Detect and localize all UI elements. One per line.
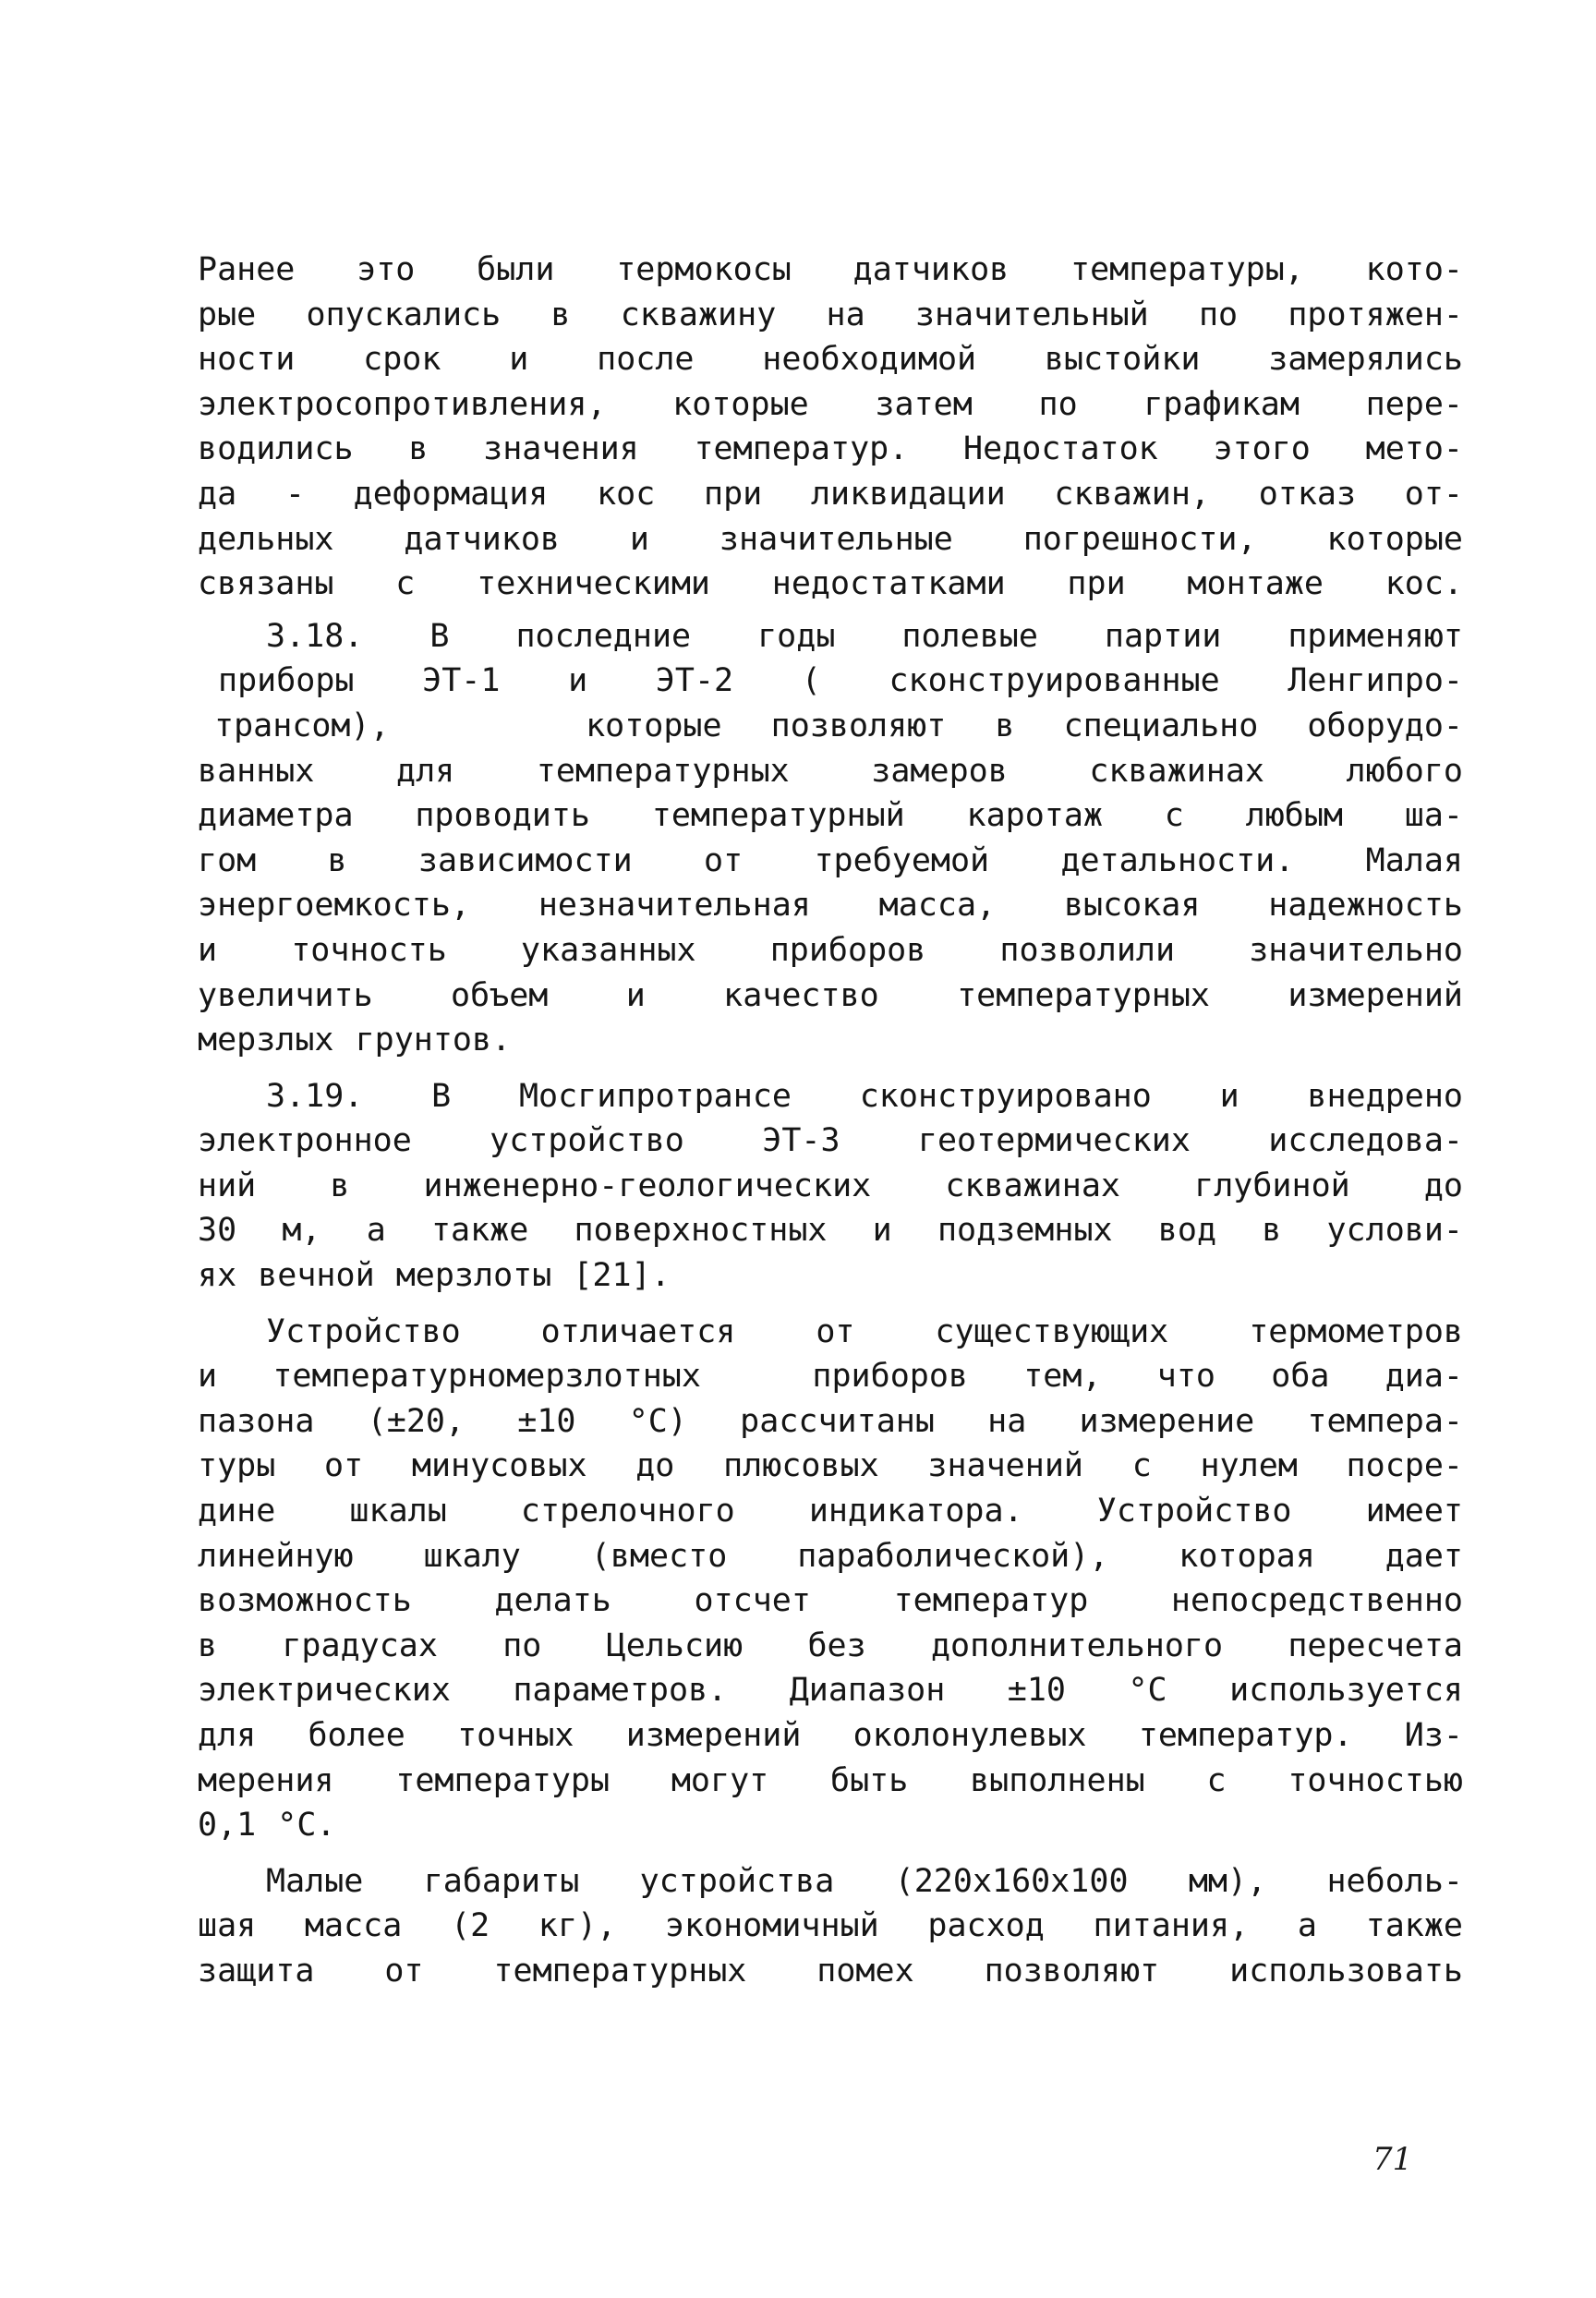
paragraph-dimensions-first-line: Малые габариты устройства (220x160x100 мм), неболь- [266,1862,1463,1900]
text-line: рые опускались в скважину на значительный по протяжен- [198,296,1463,333]
paragraph-3-19-first-line: 3.19. В Мосгипротрансе сконструировано и внедрено [266,1077,1463,1115]
text-line: электронное устройство ЭТ-3 геотермических исследова- [198,1122,1463,1160]
text-line: для более точных измерений околонулевых температур. Из- [198,1717,1463,1754]
text-line: увеличить объем и качество температурных измерений [198,976,1463,1014]
text-line: в градусах по Цельсию без дополнительного пересчета [198,1627,1463,1664]
paragraph-3-18-first-line: 3.18. В последние годы полевые партии применяют [266,617,1463,655]
text-line: ности срок и после необходимой выстойки замерялись [198,341,1463,379]
text-line: дине шкалы стрелочного индикатора. Устройство имеет [198,1493,1463,1530]
text-line: мерзлых грунтов. [198,1022,512,1059]
text-line: приборы ЭТ-1 и ЭТ-2 ( сконструированные Ленгипро- [218,662,1463,700]
paragraph-device-first-line: Устройство отличается от существующих термометров [266,1312,1463,1350]
text-line: Ранее это были термокосы датчиков температуры, кото- [198,251,1463,288]
text-line: туры от минусовых до плюсовых значений с нулем посре- [198,1447,1463,1485]
text-line: пазона (±20, ±10 °C) рассчитаны на измерение темпера- [198,1402,1463,1440]
text-line: линейную шкалу (вместо параболической), которая дает [198,1537,1463,1575]
text-line: и точность указанных приборов позволили значительно [198,931,1463,969]
citation-line: ях вечной мерзлоты [21]. [198,1257,671,1295]
text-line: шая масса (2 кг), экономичный расход питания, а также [198,1907,1463,1945]
text-line: возможность делать отсчет температур непосредственно [198,1582,1463,1620]
text-line: 0,1 °C. [198,1807,336,1844]
page-number: 71 [1372,2141,1413,2178]
text-line: трансом), которые позволяют в специально оборудо- [214,707,1463,744]
text-line: защита от температурных помех позволяют использовать [198,1952,1463,1990]
text-line: дельных датчиков и значительные погрешности, которые [198,520,1463,558]
text-line: диаметра проводить температурный каротаж с любым ша- [198,797,1463,835]
text-line: ний в инженерно-геологических скважинах глубиной до [198,1167,1463,1204]
text-line: мерения температуры могут быть выполнены с точностью [198,1761,1463,1799]
text-line: электрических параметров. Диапазон ±10 °C используется [198,1672,1463,1710]
text-line: связаны с техническими недостатками при монтаже кос. [198,565,1463,603]
text-line: водились в значения температур. Недостаток этого мето- [198,430,1463,468]
text-body [198,248,1463,1994]
text-line: и температурномерзлотных приборов тем, что оба диа- [198,1358,1463,1396]
text-line: электросопротивления, которые затем по графикам пере- [198,385,1463,423]
text-line: энергоемкость, незначительная масса, высокая надежность [198,887,1463,925]
text-line: да - деформация кос при ликвидации скважин, отказ от- [198,475,1463,513]
text-line: ванных для температурных замеров скважинах любого [198,752,1463,790]
text-line: 30 м, а также поверхностных и подземных вод в услови- [198,1212,1463,1250]
text-line: гом в зависимости от требуемой детальности. Малая [198,841,1463,879]
